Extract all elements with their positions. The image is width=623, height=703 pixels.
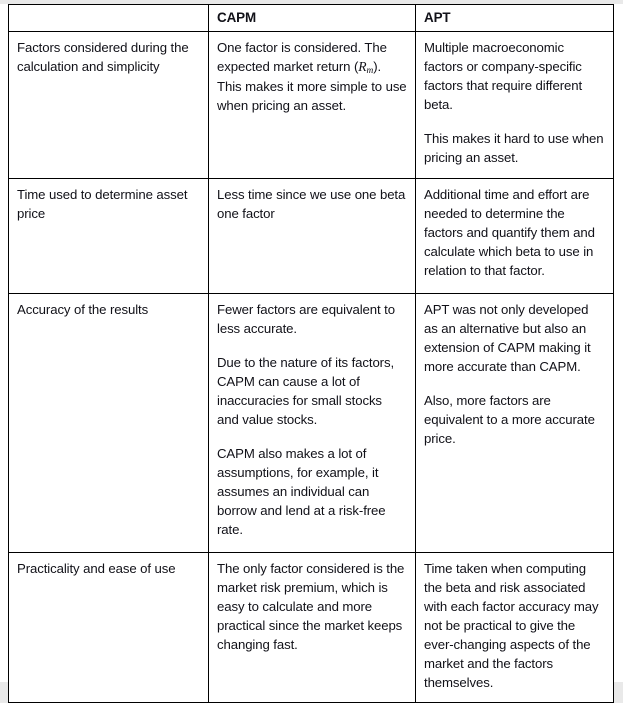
math-variable-expected-market-return bbox=[358, 59, 373, 74]
cell-apt-time bbox=[416, 179, 614, 294]
paragraph: Additional time and effort are needed to determine the factors and quantify them and calculate which beta to use in relation to that factor. bbox=[424, 187, 595, 278]
cell-criterion-time: Time used to determine asset price bbox=[9, 179, 209, 294]
cell-apt-factors bbox=[416, 32, 614, 179]
table-header-row bbox=[9, 5, 614, 32]
table-row bbox=[9, 294, 614, 553]
cell-criterion-practicality: Practicality and ease of use bbox=[9, 553, 209, 703]
cell-apt-accuracy bbox=[416, 294, 614, 553]
paragraph: Multiple macroeconomic factors or company-specific factors that require different beta. bbox=[424, 40, 583, 112]
cell-criterion-factors: Factors considered during the calculation and simplicity bbox=[9, 32, 209, 179]
math-variable-subscript: m bbox=[366, 66, 374, 76]
paragraph: Also, more factors are equivalent to a more accurate price. bbox=[424, 393, 595, 446]
cell-capm-accuracy bbox=[209, 294, 416, 553]
table-row bbox=[9, 32, 614, 179]
cell-criterion-accuracy: Accuracy of the results bbox=[9, 294, 209, 553]
table-header bbox=[9, 5, 614, 32]
header-cell-apt: APT bbox=[416, 5, 614, 32]
cell-capm-time bbox=[209, 179, 416, 294]
paragraph: Fewer factors are equivalent to less accurate. bbox=[217, 302, 395, 336]
table-row bbox=[9, 179, 614, 294]
cell-apt-practicality bbox=[416, 553, 614, 703]
paragraph: This makes it hard to use when pricing an asset. bbox=[424, 131, 604, 165]
comparison-table-container bbox=[8, 4, 613, 703]
paragraph: CAPM also makes a lot of assumptions, for example, it assumes an individual can borrow and lend at a risk-free rate. bbox=[217, 446, 386, 537]
header-cell-capm: CAPM bbox=[209, 5, 416, 32]
paragraph: The only factor considered is the market risk premium, which is easy to calculate and more practical since the market keeps changing fast. bbox=[217, 561, 405, 652]
document-page bbox=[0, 4, 623, 690]
header-cell-criterion bbox=[9, 5, 209, 32]
paragraph: Time taken when computing the beta and risk associated with each factor accuracy may not be practical to give the ever-changing aspects of the market and the factors themselves. bbox=[424, 561, 599, 690]
table-row bbox=[9, 553, 614, 703]
cell-capm-practicality bbox=[209, 553, 416, 703]
text-fragment: One factor is considered. The expected market return ( bbox=[217, 40, 387, 74]
paragraph: Due to the nature of its factors, CAPM can cause a lot of inaccuracies for small stocks and value stocks. bbox=[217, 355, 395, 427]
text-fragment: ). This makes it more simple to use when pricing an asset. bbox=[217, 59, 407, 113]
paragraph: APT was not only developed as an alternative but also an extension of CAPM making it more accurate than CAPM. bbox=[424, 302, 591, 374]
math-variable-base: R bbox=[358, 59, 367, 74]
capm-apt-comparison-table bbox=[8, 4, 614, 703]
paragraph: Less time since we use one beta one factor bbox=[217, 187, 406, 221]
table-body bbox=[9, 32, 614, 703]
paragraph bbox=[217, 38, 407, 115]
cell-capm-factors bbox=[209, 32, 416, 179]
